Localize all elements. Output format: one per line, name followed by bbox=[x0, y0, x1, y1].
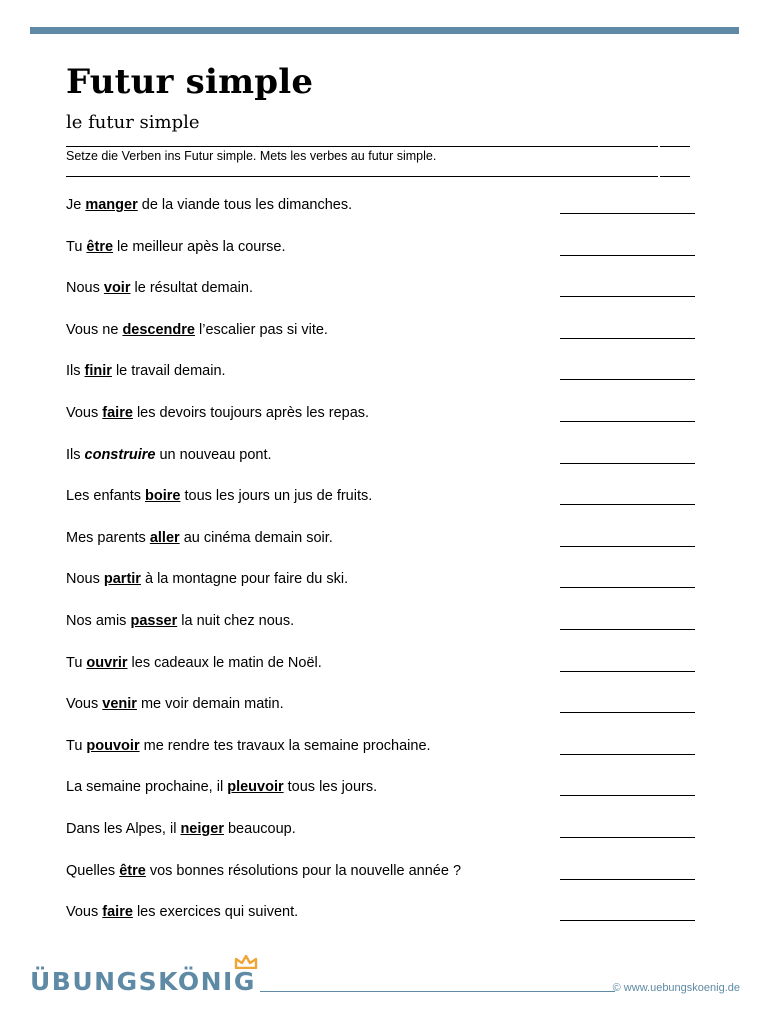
sentence-start: Je bbox=[66, 197, 86, 213]
sentence-start: Dans les Alpes, il bbox=[66, 820, 181, 837]
footer-rule bbox=[260, 991, 615, 992]
sentence-end: les cadeaux le matin de Noël. bbox=[127, 654, 322, 671]
exercise-sentence bbox=[66, 405, 369, 421]
copyright-text: © www.uebungskoenig.de bbox=[612, 982, 740, 994]
sentence-start: Ils bbox=[66, 363, 85, 380]
exercise-sentence bbox=[66, 488, 372, 504]
sentence-end: tous les jours un jus de fruits. bbox=[180, 488, 373, 505]
sentence-start: Nous bbox=[66, 571, 104, 588]
sentence-end: la nuit chez nous. bbox=[177, 612, 295, 629]
infinitive-verb: faire bbox=[102, 904, 133, 921]
sentence-end: les devoirs toujours après les repas. bbox=[132, 404, 370, 421]
infinitive-verb: venir bbox=[102, 696, 137, 713]
answer-blank[interactable] bbox=[560, 795, 695, 796]
exercise-sentence bbox=[66, 197, 352, 213]
exercise-list bbox=[66, 195, 696, 944]
exercise-row bbox=[66, 736, 696, 778]
exercise-sentence bbox=[66, 863, 461, 879]
infinitive-verb: aller bbox=[149, 529, 180, 546]
sentence-start: La semaine prochaine, il bbox=[66, 779, 228, 796]
exercise-row bbox=[66, 361, 696, 403]
infinitive-verb: être bbox=[86, 238, 114, 255]
exercise-row bbox=[66, 819, 696, 861]
answer-blank[interactable] bbox=[560, 379, 695, 380]
sentence-end: à la montagne pour faire du ski. bbox=[140, 571, 349, 588]
infinitive-verb: passer bbox=[130, 612, 178, 629]
sentence-end: de la viande tous les dimanches. bbox=[137, 197, 353, 213]
answer-blank[interactable] bbox=[560, 463, 695, 464]
exercise-sentence bbox=[66, 904, 298, 920]
infinitive-verb: faire bbox=[102, 404, 133, 421]
answer-blank[interactable] bbox=[560, 754, 695, 755]
infinitive-verb: construire bbox=[84, 446, 156, 463]
sentence-start: Tu bbox=[66, 238, 87, 255]
exercise-sentence bbox=[66, 696, 284, 712]
exercise-sentence bbox=[66, 779, 377, 795]
sentence-start: Vous ne bbox=[66, 321, 123, 338]
sentence-start: Vous bbox=[66, 696, 103, 713]
exercise-row bbox=[66, 694, 696, 736]
sentence-end: me rendre tes travaux la semaine prochaine. bbox=[139, 737, 431, 754]
sentence-start: Vous bbox=[66, 904, 103, 921]
exercise-row bbox=[66, 195, 696, 237]
exercise-row bbox=[66, 861, 696, 903]
answer-blank[interactable] bbox=[560, 338, 695, 339]
sentence-start: Tu bbox=[66, 737, 87, 754]
infinitive-verb: pouvoir bbox=[86, 737, 140, 754]
divider-bottom-tail bbox=[660, 176, 690, 177]
sentence-end: beaucoup. bbox=[223, 820, 296, 837]
crown-icon bbox=[234, 955, 258, 969]
exercise-row bbox=[66, 528, 696, 570]
exercise-sentence bbox=[66, 613, 294, 629]
page-title: Futur simple bbox=[66, 62, 314, 102]
sentence-end: tous les jours. bbox=[283, 779, 378, 796]
instruction-text: Setze die Verben ins Futur simple. Mets les verbes au futur simple. bbox=[66, 149, 437, 163]
exercise-row bbox=[66, 653, 696, 695]
sentence-end: le meilleur apès la course. bbox=[113, 238, 286, 255]
sentence-start: Ils bbox=[66, 446, 85, 463]
infinitive-verb: pleuvoir bbox=[227, 779, 284, 796]
answer-blank[interactable] bbox=[560, 671, 695, 672]
infinitive-verb: partir bbox=[103, 571, 141, 588]
sentence-end: les exercices qui suivent. bbox=[132, 904, 299, 921]
answer-blank[interactable] bbox=[560, 296, 695, 297]
sentence-end: le travail demain. bbox=[111, 363, 226, 380]
sentence-start: Tu bbox=[66, 654, 87, 671]
page-subtitle: le futur simple bbox=[66, 112, 200, 133]
sentence-start: Nous bbox=[66, 280, 104, 297]
answer-blank[interactable] bbox=[560, 546, 695, 547]
exercise-row bbox=[66, 569, 696, 611]
answer-blank[interactable] bbox=[560, 213, 695, 214]
exercise-row bbox=[66, 320, 696, 362]
answer-blank[interactable] bbox=[560, 629, 695, 630]
footer bbox=[30, 955, 740, 1000]
exercise-row bbox=[66, 403, 696, 445]
answer-blank[interactable] bbox=[560, 712, 695, 713]
sentence-end: un nouveau pont. bbox=[155, 446, 272, 463]
answer-blank[interactable] bbox=[560, 504, 695, 505]
exercise-row bbox=[66, 278, 696, 320]
exercise-sentence bbox=[66, 239, 286, 255]
answer-blank[interactable] bbox=[560, 421, 695, 422]
top-accent-bar bbox=[30, 27, 739, 34]
exercise-row bbox=[66, 486, 696, 528]
exercise-sentence bbox=[66, 322, 328, 338]
exercise-sentence bbox=[66, 280, 253, 296]
exercise-row bbox=[66, 902, 696, 944]
exercise-sentence bbox=[66, 738, 431, 754]
brand-logo: ÜBUNGSKÖNIG bbox=[30, 967, 256, 996]
sentence-end: vos bonnes résolutions pour la nouvelle année ? bbox=[145, 862, 462, 879]
exercise-sentence bbox=[66, 363, 226, 379]
exercise-sentence bbox=[66, 571, 348, 587]
exercise-sentence bbox=[66, 655, 322, 671]
infinitive-verb: voir bbox=[103, 280, 131, 297]
infinitive-verb: être bbox=[119, 862, 146, 879]
infinitive-verb: descendre bbox=[122, 321, 195, 338]
exercise-row bbox=[66, 237, 696, 279]
answer-blank[interactable] bbox=[560, 879, 695, 880]
answer-blank[interactable] bbox=[560, 837, 695, 838]
answer-blank[interactable] bbox=[560, 920, 695, 921]
divider-top bbox=[66, 146, 658, 147]
divider-bottom bbox=[66, 176, 658, 177]
sentence-start: Nos amis bbox=[66, 612, 131, 629]
sentence-end: l’escalier pas si vite. bbox=[194, 321, 328, 338]
infinitive-verb: finir bbox=[84, 363, 112, 380]
exercise-sentence bbox=[66, 447, 272, 463]
divider-top-tail bbox=[660, 146, 690, 147]
sentence-start: Les enfants bbox=[66, 488, 145, 505]
infinitive-verb: boire bbox=[145, 488, 181, 505]
sentence-start: Quelles bbox=[66, 862, 120, 879]
infinitive-verb: neiger bbox=[180, 820, 224, 837]
sentence-start: Vous bbox=[66, 404, 103, 421]
answer-blank[interactable] bbox=[560, 587, 695, 588]
exercise-row bbox=[66, 445, 696, 487]
exercise-row bbox=[66, 611, 696, 653]
sentence-start: Mes parents bbox=[66, 529, 150, 546]
sentence-end: me voir demain matin. bbox=[136, 696, 284, 713]
exercise-sentence bbox=[66, 530, 333, 546]
sentence-end: au cinéma demain soir. bbox=[179, 529, 333, 546]
infinitive-verb: manger bbox=[85, 197, 138, 213]
exercise-sentence bbox=[66, 821, 296, 837]
sentence-end: le résultat demain. bbox=[130, 280, 253, 297]
infinitive-verb: ouvrir bbox=[86, 654, 128, 671]
exercise-row bbox=[66, 777, 696, 819]
answer-blank[interactable] bbox=[560, 255, 695, 256]
